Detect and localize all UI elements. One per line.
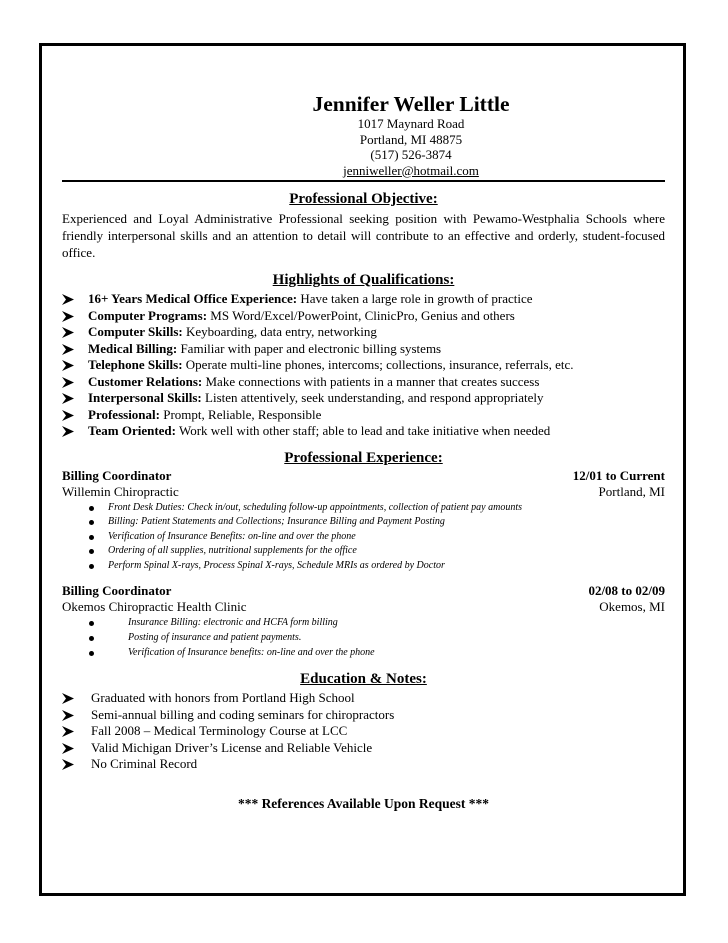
education-item (62, 756, 665, 773)
arrow-bullet-icon (62, 311, 74, 322)
duty-text: Insurance Billing: electronic and HCFA form billing (128, 617, 338, 629)
arrow-bullet-icon (62, 344, 74, 355)
job-duties-list (62, 616, 665, 660)
arrow-bullet-icon (62, 743, 74, 754)
bullet-dot-icon (89, 506, 94, 511)
arrow-bullet-icon (62, 410, 74, 421)
job-position: Billing Coordinator (62, 467, 172, 483)
highlight-label: Telephone Skills: (88, 357, 183, 372)
job-dates: 12/01 to Current (572, 467, 665, 483)
job-title-row (62, 583, 665, 599)
job-position: Billing Coordinator (62, 583, 172, 599)
highlights-title: Highlights of Qualifications: (272, 272, 455, 288)
city-state-zip: Portland, MI 48875 (359, 131, 463, 147)
highlight-item (62, 324, 665, 341)
bullet-dot-icon (89, 520, 94, 525)
bullet-dot-icon (89, 549, 94, 554)
experience-title: Professional Experience: (284, 449, 443, 466)
highlight-label: Medical Billing: (88, 340, 178, 356)
highlight-item (62, 374, 665, 391)
duty-text: Verification of Insurance benefits: on-line and over the phone (128, 646, 375, 658)
phone-number: (517) 526-3874 (370, 147, 452, 162)
education-item (62, 707, 665, 724)
email-address: jenniweller@hotmail.com (343, 162, 479, 178)
duty-text: Verification of Insurance Benefits: on-line and over the phone (108, 530, 356, 542)
highlight-item (62, 357, 665, 374)
highlight-text: Operate multi-line phones, intercoms; collections, insurance, referrals, etc. (182, 357, 574, 372)
arrow-bullet-icon (62, 360, 74, 371)
highlight-label: Computer Skills: (88, 324, 183, 339)
highlight-text: Prompt, Reliable, Responsible (159, 406, 322, 422)
job-duties-list (62, 501, 665, 574)
highlight-text: Work well with other staff; able to lead and take initiative when needed (175, 423, 551, 438)
duty-text: Ordering of all supplies, nutritional supplements for the office (108, 545, 357, 557)
street-address: 1017 Maynard Road (357, 116, 465, 131)
highlight-text: Make connections with patients in a manner that creates success (202, 373, 540, 389)
duty-item (62, 646, 665, 661)
duty-text: Perform Spinal X-rays, Process Spinal X-rays, Schedule MRIs as ordered by Doctor (108, 559, 445, 571)
arrow-bullet-icon (62, 327, 74, 338)
duty-item (62, 616, 665, 631)
bullet-dot-icon (89, 564, 94, 569)
bullet-dot-icon (89, 636, 94, 641)
education-text: No Criminal Record (91, 756, 198, 772)
bullet-dot-icon (89, 651, 94, 656)
header-divider (62, 180, 665, 182)
education-text: Semi-annual billing and coding seminars for chiropractors (91, 706, 395, 722)
highlight-text: Have taken a large role in growth of practice (297, 291, 533, 306)
highlight-item (62, 423, 665, 440)
arrow-bullet-icon (62, 377, 74, 388)
job-entry (62, 583, 665, 660)
highlight-item (62, 291, 665, 308)
education-list (62, 690, 665, 773)
arrow-bullet-icon (62, 759, 74, 770)
duty-item (62, 544, 665, 559)
duty-text: Billing: Patient Statements and Collections; Insurance Billing and Payment Posting (108, 516, 445, 528)
highlight-label: 16+ Years Medical Office Experience: (88, 291, 298, 306)
arrow-bullet-icon (62, 693, 74, 704)
education-item (62, 740, 665, 757)
education-text: Valid Michigan Driver’s License and Reliable Vehicle (91, 739, 373, 755)
education-item (62, 723, 665, 740)
highlight-label: Interpersonal Skills: (88, 390, 202, 405)
duty-item (62, 501, 665, 516)
highlight-text: MS Word/Excel/PowerPoint, ClinicPro, Genius and others (207, 307, 515, 323)
duty-item (62, 530, 665, 545)
education-text: Graduated with honors from Portland High School (91, 690, 355, 706)
education-item (62, 690, 665, 707)
resume-header (157, 92, 665, 178)
arrow-bullet-icon (62, 294, 74, 305)
job-employer-row (62, 484, 665, 500)
duty-item (62, 559, 665, 574)
arrow-bullet-icon (62, 393, 74, 404)
job-title-row (62, 468, 665, 484)
job-dates: 02/08 to 02/09 (588, 583, 665, 599)
job-location: Portland, MI (598, 483, 665, 499)
highlight-label: Customer Relations: (88, 373, 203, 389)
duty-item (62, 515, 665, 530)
arrow-bullet-icon (62, 710, 74, 721)
highlight-label: Professional: (88, 406, 160, 422)
duty-item (62, 631, 665, 646)
highlight-label: Team Oriented: (88, 423, 176, 438)
highlight-text: Familiar with paper and electronic billing systems (177, 340, 442, 356)
job-employer: Willemin Chiropractic (62, 483, 179, 499)
duty-text: Front Desk Duties: Check in/out, scheduling follow-up appointments, collection of patient pay amounts (108, 501, 523, 513)
applicant-name: Jennifer Weller Little (312, 92, 510, 116)
duty-text: Posting of insurance and patient payments. (128, 632, 302, 644)
bullet-dot-icon (89, 621, 94, 626)
highlight-label: Computer Programs: (88, 307, 208, 323)
highlight-item (62, 341, 665, 358)
job-entry (62, 468, 665, 574)
references-note: *** References Available Upon Request *** (237, 795, 490, 811)
highlight-item (62, 390, 665, 407)
objective-text: Experienced and Loyal Administrative Professional seeking position with Pewamo-Westphalia Schools where friendly interpersonal skills and an attention to detail will contribute to an effective and orderly, student-focused office. (62, 211, 665, 260)
bullet-dot-icon (89, 535, 94, 540)
highlight-text: Keyboarding, data entry, networking (182, 324, 377, 339)
resume-page (62, 92, 665, 812)
job-location: Okemos, MI (599, 599, 665, 615)
arrow-bullet-icon (62, 426, 74, 437)
highlight-item (62, 407, 665, 424)
job-employer: Okemos Chiropractic Health Clinic (62, 599, 247, 615)
education-title: Education & Notes: (300, 671, 427, 688)
highlight-text: Listen attentively, seek understanding, and respond appropriately (201, 390, 544, 405)
objective-title: Professional Objective: (289, 191, 438, 207)
job-employer-row (62, 599, 665, 615)
highlight-item (62, 308, 665, 325)
highlights-list (62, 291, 665, 440)
arrow-bullet-icon (62, 726, 74, 737)
education-text: Fall 2008 – Medical Terminology Course at LCC (91, 723, 348, 739)
